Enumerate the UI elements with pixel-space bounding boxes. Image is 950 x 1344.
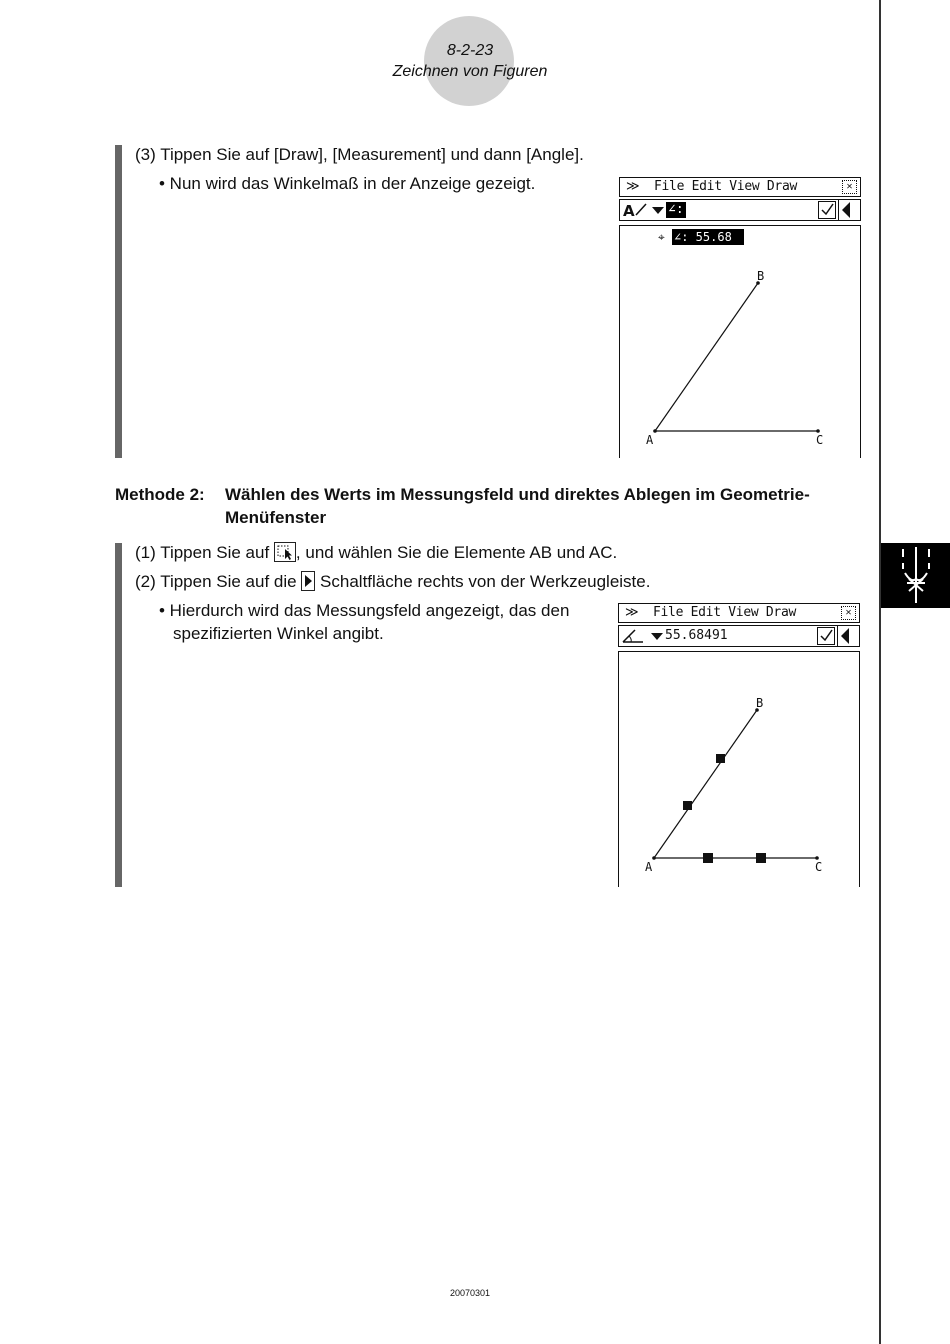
label-A: A <box>646 433 654 447</box>
selection-handle[interactable] <box>683 801 692 810</box>
page-margin-rule <box>879 0 881 1344</box>
method-title-line1: Wählen des Werts im Messungsfeld und direktes Ablegen im Geometrie- <box>225 485 810 504</box>
section-title: Zeichnen von Figuren <box>392 63 548 80</box>
segment-AB[interactable] <box>654 710 757 858</box>
point-A[interactable] <box>652 856 656 860</box>
toolbar <box>618 625 860 647</box>
chevron-down-icon[interactable]: ≫ <box>625 605 639 620</box>
method-label: Methode 2: <box>115 485 205 504</box>
menu-bar <box>619 177 861 197</box>
dropdown-arrow-icon[interactable] <box>651 633 663 640</box>
point-A[interactable] <box>653 429 657 433</box>
dropdown-arrow-icon[interactable] <box>652 207 664 214</box>
calculator-screen-angle <box>619 177 861 459</box>
toolbar-divider <box>837 626 838 646</box>
page-number: 8-2-23 <box>446 42 494 59</box>
geometry-canvas[interactable] <box>619 225 861 458</box>
text-pen-icon[interactable] <box>622 201 650 218</box>
label-C: C <box>815 860 823 874</box>
expand-arrow-icon <box>301 571 315 591</box>
menu-items[interactable]: File Edit View Draw <box>654 179 798 194</box>
selection-handle[interactable] <box>703 853 713 863</box>
measurement-field[interactable]: ∠: <box>668 202 684 217</box>
label-B: B <box>756 696 764 710</box>
angle-measure-label[interactable]: ∠: 55.68 <box>674 230 732 244</box>
select-tool-icon <box>274 542 296 562</box>
toolbar-divider <box>838 200 839 220</box>
selection-handle[interactable] <box>756 853 766 863</box>
bullet-2-line1: • Hierdurch wird das Messungsfeld angezeigt, das den <box>159 601 570 620</box>
step-group-bar <box>115 543 122 887</box>
collapse-arrow-icon[interactable] <box>841 628 849 644</box>
close-icon[interactable]: ✕ <box>841 606 856 620</box>
step-3-text: (3) Tippen Sie auf [Draw], [Measurement] und dann [Angle]. <box>135 145 584 164</box>
close-icon[interactable]: ✕ <box>842 180 857 194</box>
selection-handle[interactable] <box>716 754 725 763</box>
geometry-chapter-icon <box>881 543 950 608</box>
header-circle <box>424 16 514 106</box>
measurement-field[interactable]: 55.68491 <box>665 628 728 643</box>
chapter-tab <box>881 543 950 608</box>
geometry-canvas[interactable] <box>618 651 860 887</box>
chevron-down-icon[interactable]: ≫ <box>626 179 640 194</box>
step-2-text: (2) Tippen Sie auf die Schaltfläche rechts von der Werkzeugleiste. <box>135 572 651 591</box>
checkbox-icon[interactable] <box>818 201 836 219</box>
menu-items[interactable]: File Edit View Draw <box>653 605 797 620</box>
menu-bar <box>618 603 860 623</box>
toolbar <box>619 199 861 221</box>
step-1-text: (1) Tippen Sie auf , und wählen Sie die Elemente AB und AC. <box>135 543 618 562</box>
footer-code: 20070301 <box>449 1288 491 1298</box>
step-3-bullet: • Nun wird das Winkelmaß in der Anzeige gezeigt. <box>159 174 536 193</box>
checkbox-icon[interactable] <box>817 627 835 645</box>
segment-AB[interactable] <box>655 283 758 431</box>
calculator-screen-measurement <box>618 603 860 887</box>
anchor-icon: ⌖ <box>658 230 665 244</box>
collapse-arrow-icon[interactable] <box>842 202 850 218</box>
label-A: A <box>645 860 653 874</box>
label-C: C <box>816 433 824 447</box>
bullet-2-line2: spezifizierten Winkel angibt. <box>173 624 384 643</box>
svg-text:A: A <box>623 202 635 218</box>
angle-icon[interactable] <box>621 627 649 644</box>
step-group-bar <box>115 145 122 458</box>
method-title-line2: Menüfenster <box>225 508 327 527</box>
label-B: B <box>757 269 765 283</box>
